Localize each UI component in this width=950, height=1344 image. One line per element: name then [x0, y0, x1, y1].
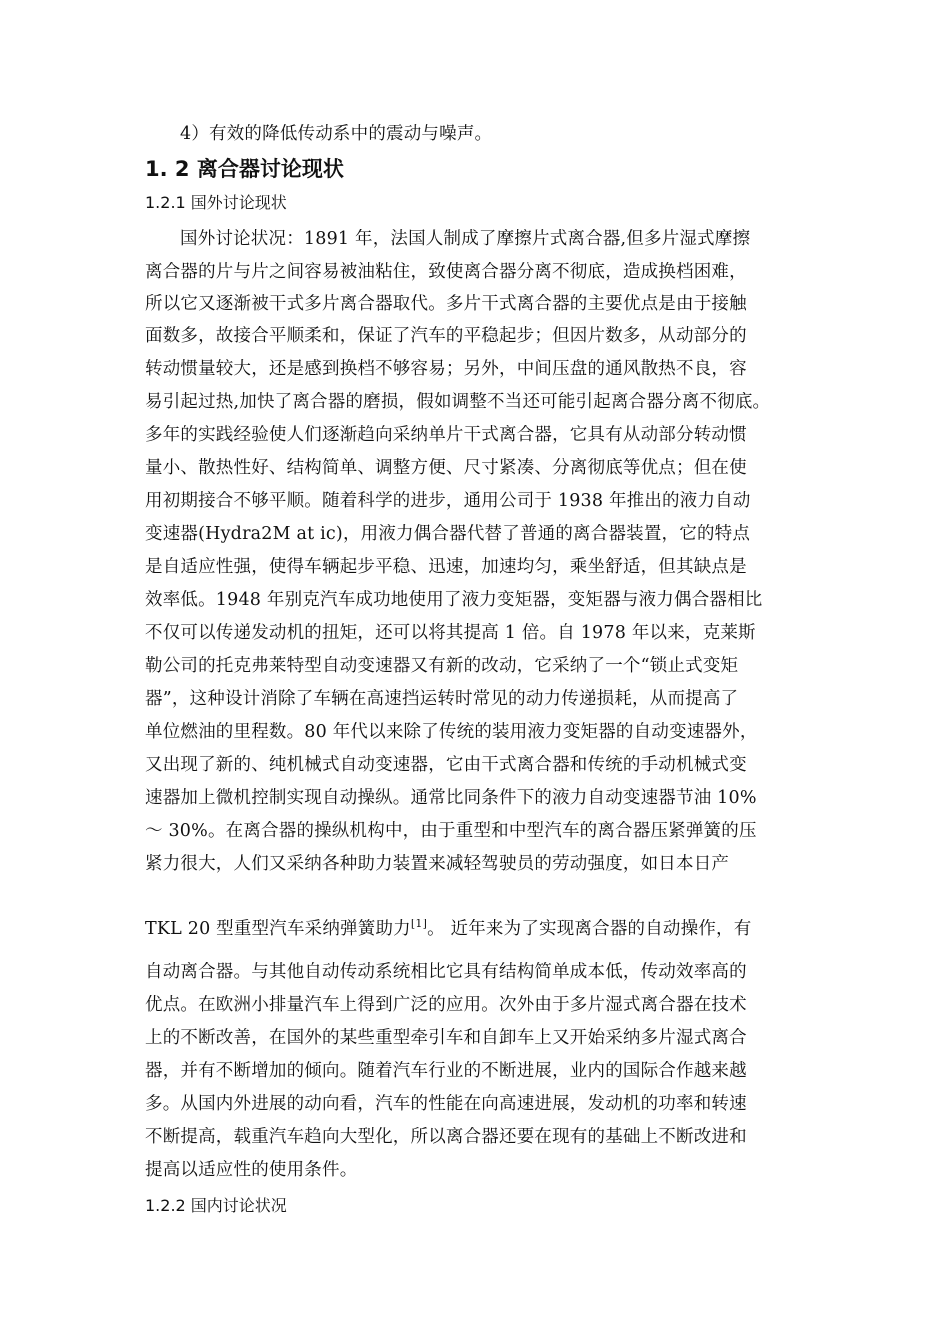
- paragraph-line: 勒公司的托克弗莱特型自动变速器又有新的改动，它采纳了一个“锁止式变矩: [145, 656, 739, 676]
- paragraph-line: 面数多，故接合平顺柔和，保证了汽车的平稳起步；但因片数多，从动部分的: [145, 326, 747, 346]
- paragraph-line: 单位燃油的里程数。80 年代以来除了传统的装用液力变矩器的自动变速器外，: [145, 722, 758, 742]
- paragraph-line: 速器加上微机控制实现自动操纵。通常比同条件下的液力自动变速器节油 10%: [145, 788, 757, 808]
- section-heading-1-2: 1. 2 离合器讨论现状: [145, 157, 344, 181]
- paragraph-line: 用初期接合不够平顺。随着科学的进步，通用公司于 1938 年推出的液力自动: [145, 491, 751, 511]
- paragraph-line: 优点。在欧洲小排量汽车上得到广泛的应用。次外由于多片湿式离合器在技术: [145, 995, 747, 1015]
- paragraph-line: 离合器的片与片之间容易被油粘住，致使离合器分离不彻底，造成换档困难，: [145, 262, 747, 282]
- paragraph-line: 变速器(Hydra2M at ic)，用液力偶合器代替了普通的离合器装置，它的特点: [145, 524, 751, 544]
- paragraph-line: ～ 30%。在离合器的操纵机构中，由于重型和中型汽车的离合器压紧弹簧的压: [145, 821, 757, 841]
- citation-marker: [1]: [410, 919, 428, 931]
- tkl-text: TKL 20 型重型汽车采纳弹簧助力: [145, 919, 411, 939]
- paragraph-line: 量小、散热性好、结构简单、调整方便、尺寸紧凑、分离彻底等优点；但在使: [145, 458, 747, 478]
- subsection-heading-1-2-1: 1.2.1 国外讨论现状: [145, 193, 287, 212]
- paragraph-line: 多。从国内外进展的动向看，汽车的性能在向高速进展，发动机的功率和转速: [145, 1094, 747, 1114]
- paragraph-line: 国外讨论状况：1891 年，法国人制成了摩擦片式离合器,但多片湿式摩擦: [180, 229, 751, 249]
- tkl-text-continued: 。 近年来为了实现离合器的自动操作，有: [427, 919, 752, 939]
- paragraph-line: 易引起过热,加快了离合器的磨损，假如调整不当还可能引起离合器分离不彻底。: [145, 392, 771, 412]
- paragraph-line: 又出现了新的、纯机械式自动变速器，它由干式离合器和传统的手动机械式变: [145, 755, 747, 775]
- paragraph-line: 不仅可以传递发动机的扭矩，还可以将其提高 1 倍。自 1978 年以来，克莱斯: [145, 623, 756, 643]
- paragraph-line-with-citation: [145, 919, 810, 939]
- paragraph-line: 紧力很大，人们又采纳各种助力装置来减轻驾驶员的劳动强度，如日本日产: [145, 854, 730, 874]
- paragraph-line: 多年的实践经验使人们逐渐趋向采纳单片干式离合器，它具有从动部分转动惯: [145, 425, 747, 445]
- paragraph-line: 效率低。1948 年别克汽车成功地使用了液力变矩器，变矩器与液力偶合器相比: [145, 590, 763, 610]
- paragraph-line: 所以它又逐渐被干式多片离合器取代。多片干式离合器的主要优点是由于接触: [145, 294, 747, 314]
- paragraph-line: 转动惯量较大，还是感到换档不够容易；另外，中间压盘的通风散热不良，容: [145, 359, 747, 379]
- list-item-4: 4）有效的降低传动系中的震动与噪声。: [180, 124, 493, 144]
- paragraph-line: 提高以适应性的使用条件。: [145, 1160, 358, 1180]
- paragraph-line: 不断提高，载重汽车趋向大型化，所以离合器还要在现有的基础上不断改进和: [145, 1127, 747, 1147]
- paragraph-line: 自动离合器。与其他自动传动系统相比它具有结构简单成本低，传动效率高的: [145, 962, 747, 982]
- paragraph-line: 器，并有不断增加的倾向。随着汽车行业的不断进展，业内的国际合作越来越: [145, 1061, 747, 1081]
- subsection-heading-1-2-2: 1.2.2 国内讨论状况: [145, 1196, 287, 1215]
- paragraph-line: 器”，这种设计消除了车辆在高速挡运转时常见的动力传递损耗，从而提高了: [145, 689, 739, 709]
- paragraph-line: 是自适应性强，使得车辆起步平稳、迅速，加速均匀，乘坐舒适，但其缺点是: [145, 557, 747, 577]
- paragraph-line: 上的不断改善，在国外的某些重型牵引车和自卸车上又开始采纳多片湿式离合: [145, 1028, 747, 1048]
